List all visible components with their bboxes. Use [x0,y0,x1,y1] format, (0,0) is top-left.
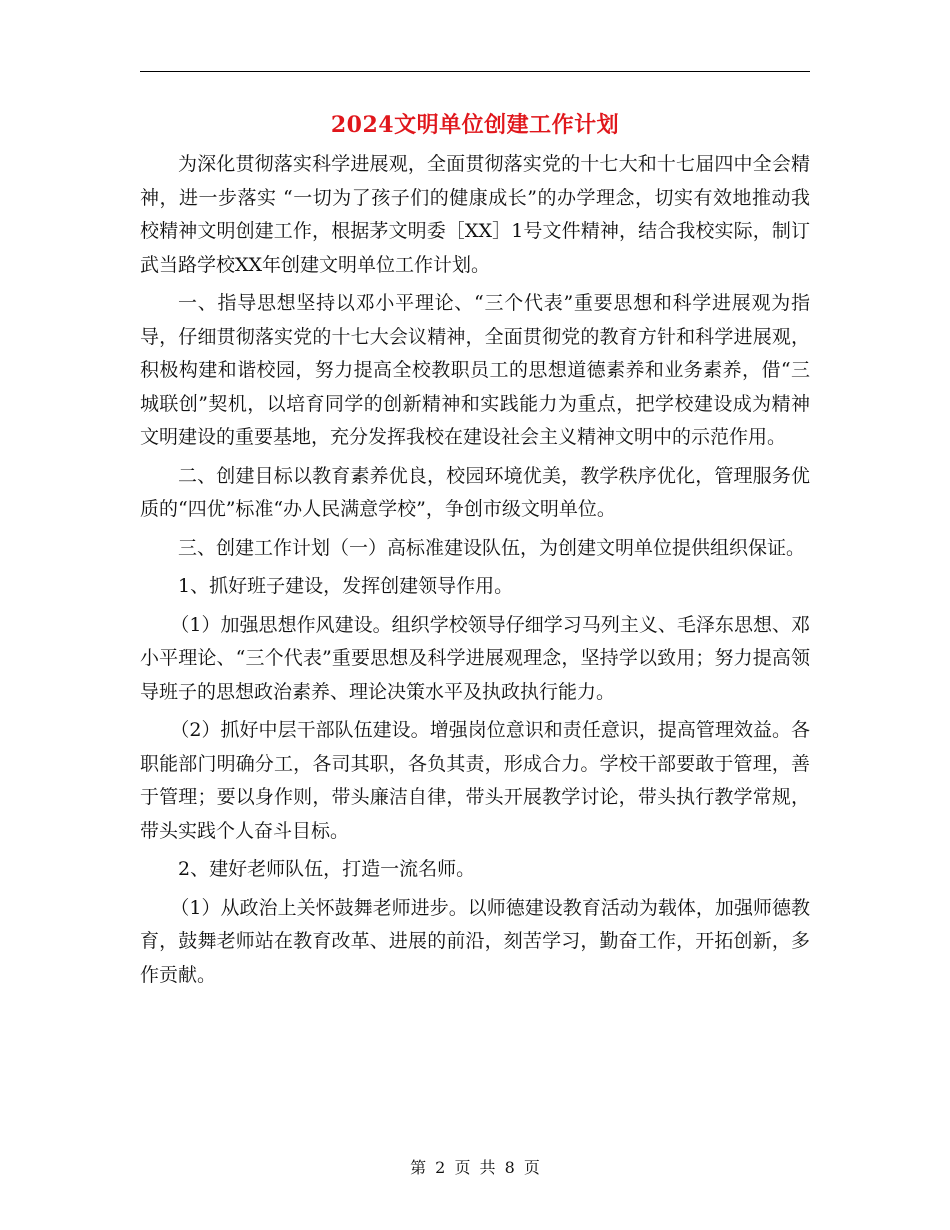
paragraph-item-2: 2、建好老师队伍，打造一流名师。 [178,858,476,880]
paragraph-item-1-2: （2）抓好中层干部队伍建设。增强岗位意识和责任意识，提高管理效益。各职能部门明确分工，各司其职，各负其责，形成合力。学校干部要敢于管理，善于管理；要以身作则，带头廉洁自律，带头开展教学讨论，带头执行教学常规，带头实践个人奋斗目标。 [140,719,810,842]
paragraph-item-1-1: （1）加强思想作风建设。组织学校领导仔细学习马列主义、毛泽东思想、邓小平理论、“三个代表”重要思想及科学进展观理念，坚持学以致用；努力提高领导班子的思想政治素养、理论决策水平及执政执行能力。 [140,613,810,703]
paragraph-work-plan: 三、创建工作计划（一）高标准建设队伍，为创建文明单位提供组织保证。 [178,536,806,559]
paragraph-item-2-1: （1）从政治上关怀鼓舞老师进步。以师德建设教育活动为载体，加强师德教育，鼓舞老师站在教育改革、进展的前沿，刻苦学习，勤奋工作，开拓创新，多作贡献。 [140,896,810,986]
document-body [140,148,810,997]
page-number: 第 2 页 共 8 页 [410,1158,540,1177]
paragraph-goals: 二、创建目标以教育素养优良，校园环境优美，教学秩序优化，管理服务优质的“四优”标准“办人民满意学校”，争创市级文明单位。 [140,464,810,520]
paragraph-item-1: 1、抓好班子建设，发挥创建领导作用。 [178,575,514,597]
header-rule [140,71,810,72]
document-title: 2024文明单位创建工作计划 [330,112,620,138]
paragraph-guiding-ideology: 一、指导思想坚持以邓小平理论、“三个代表”重要思想和科学进展观为指导，仔细贯彻落实党的十七大会议精神，全面贯彻党的教育方针和科学进展观，积极构建和谐校园，努力提高全校教职员工的思想道德素养和业务素养，借“三城联创”契机，以培育同学的创新精神和实践能力为重点，把学校建设成为精神文明建设的重要基地，充分发挥我校在建设社会主义精神文明中的示范作用。 [140,292,810,448]
paragraph-intro: 为深化贯彻落实科学进展观，全面贯彻落实党的十七大和十七届四中全会精神，进一步落实 “一切为了孩子们的健康成长”的办学理念，切实有效地推动我校精神文明创建工作，根据茅文明委［XX］1号文件精神，结合我校实际，制订武当路学校XX年创建文明单位工作计划。 [140,153,810,276]
